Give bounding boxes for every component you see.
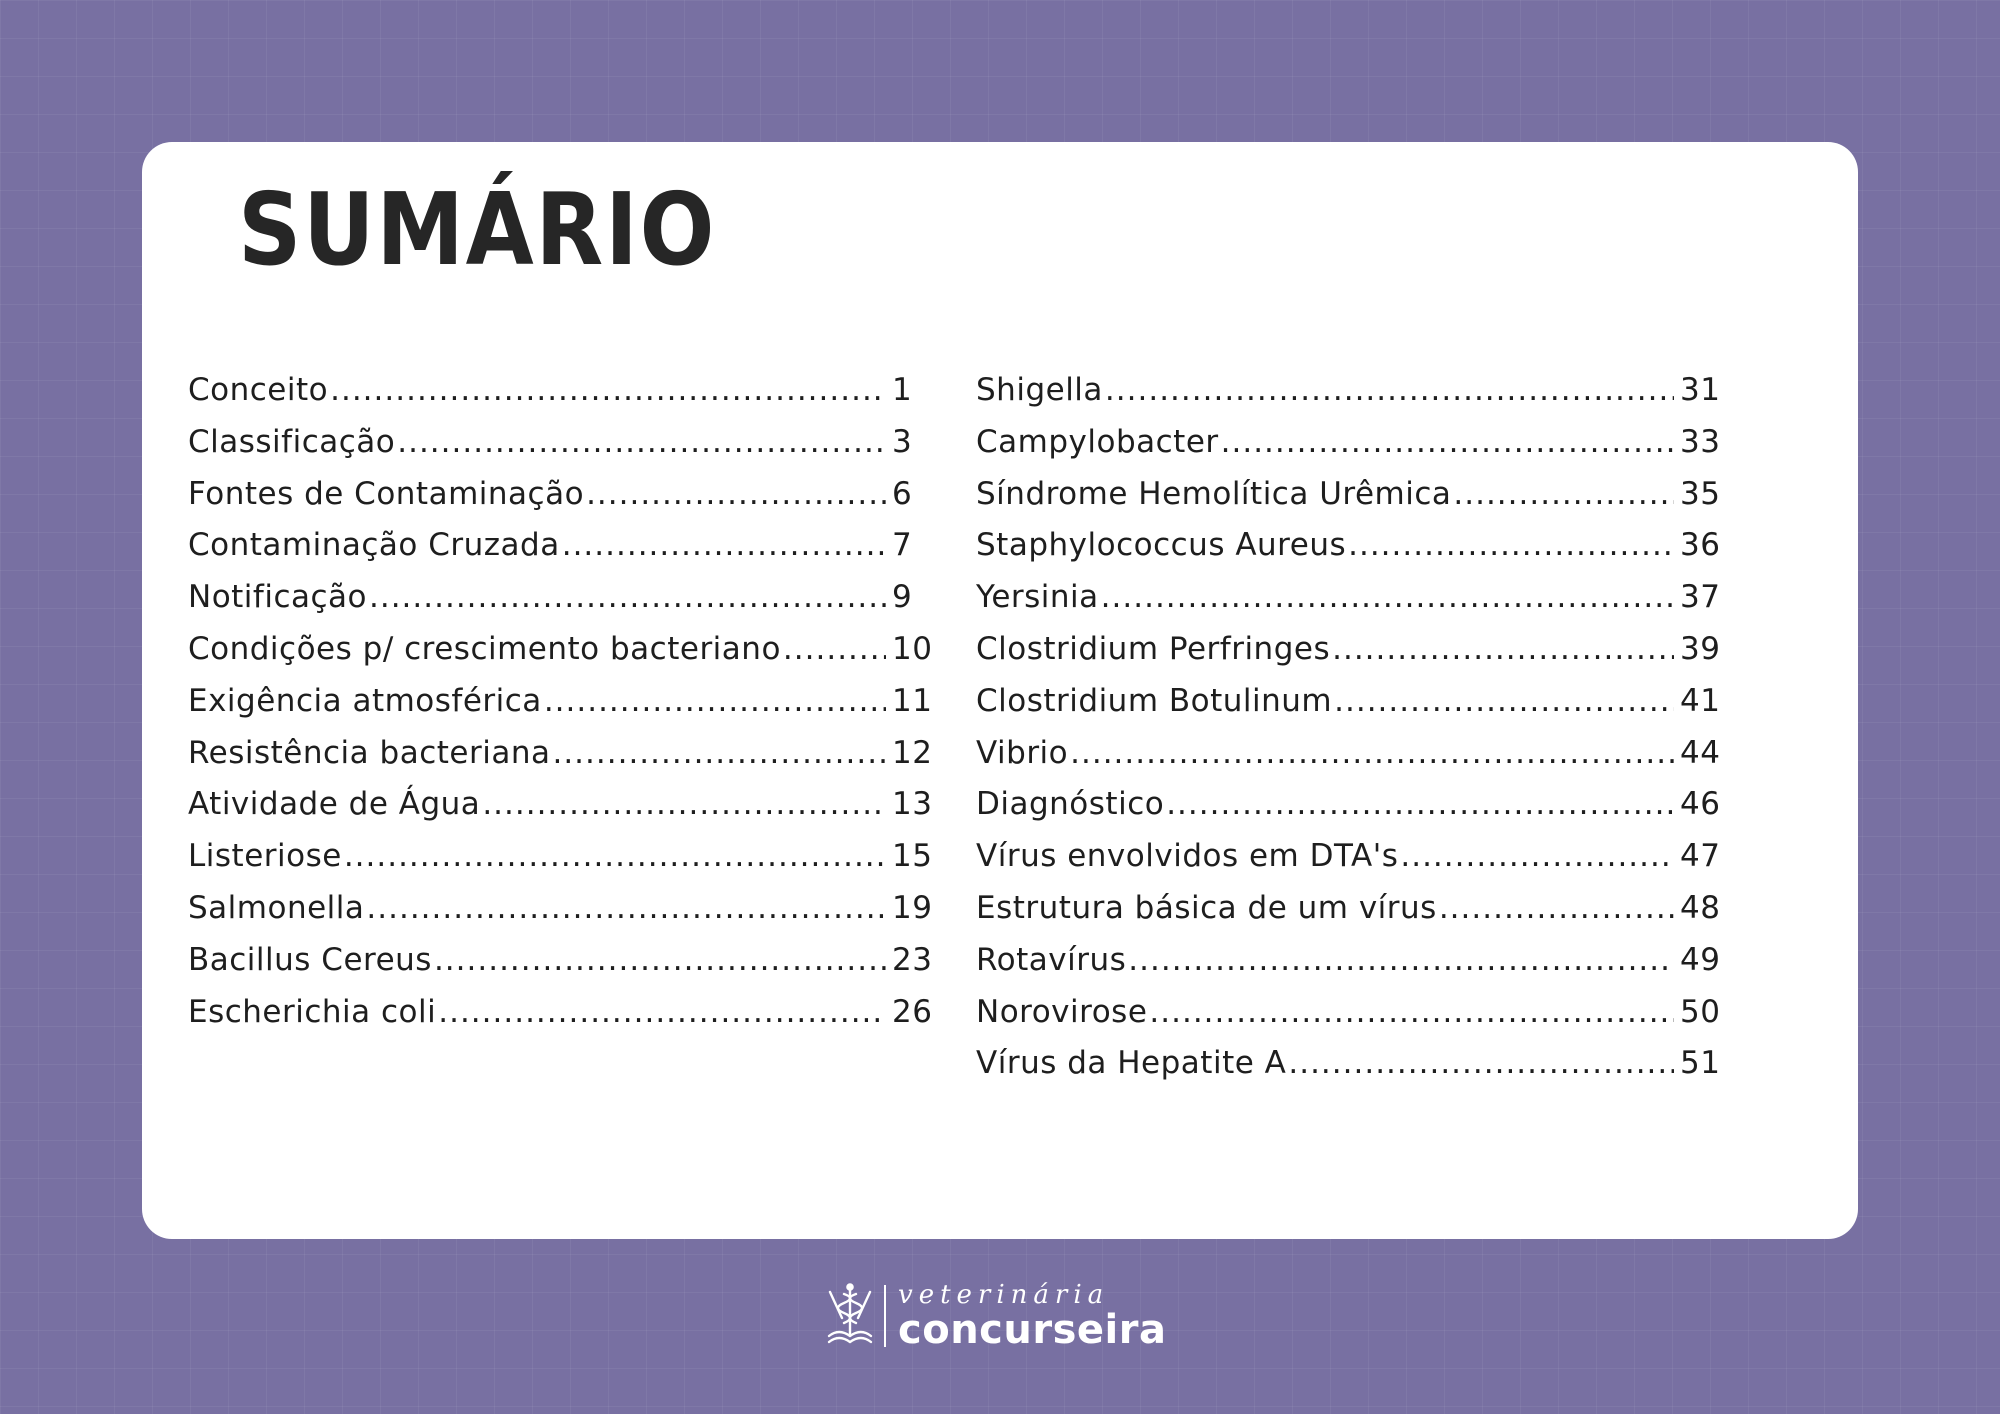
- toc-entry: [976, 476, 1734, 528]
- toc-dot-leader: [434, 942, 886, 978]
- toc-entry-label: Classificação: [188, 423, 396, 460]
- summary-card: [142, 142, 1858, 1239]
- toc-entry-label: Conceito: [188, 372, 329, 408]
- toc-entry: [976, 683, 1734, 735]
- toc-entry-page: 46: [1680, 786, 1721, 823]
- toc-entry-label: Notificação: [188, 579, 367, 616]
- toc-entry: [188, 786, 946, 838]
- toc-entry-label: Rotavírus: [976, 941, 1127, 978]
- toc-entry-label: Vibrio: [976, 734, 1069, 771]
- toc-entry-label: Resistência bacteriana: [188, 734, 551, 771]
- toc-entry-page: 48: [1680, 889, 1721, 926]
- toc-entry-page: 51: [1680, 1045, 1721, 1082]
- toc-entry: [976, 735, 1734, 787]
- toc-entry-page: 13: [892, 786, 933, 823]
- toc-entry: [188, 890, 946, 942]
- toc-entry-page: 49: [1680, 941, 1721, 978]
- toc-dot-leader: [1348, 527, 1674, 563]
- toc-entry: [188, 372, 946, 424]
- toc-dot-leader: [330, 372, 886, 408]
- toc-entry-label: Vírus da Hepatite A: [976, 1045, 1287, 1082]
- toc-dot-leader: [1070, 735, 1674, 771]
- toc-entry-label: Campylobacter: [976, 423, 1219, 460]
- page-title: SUMÁRIO: [238, 171, 717, 288]
- toc-entry: [976, 786, 1734, 838]
- toc-entry-label: Staphylococcus Aureus: [976, 527, 1347, 564]
- toc-entry-page: 3: [892, 423, 913, 460]
- toc-entry: [976, 942, 1734, 994]
- toc-entry-page: 15: [892, 838, 933, 875]
- toc-entry-label: Atividade de Água: [188, 786, 481, 823]
- toc-entry: [976, 838, 1734, 890]
- logo-name: concurseira: [898, 1307, 1167, 1353]
- toc-entry: [976, 372, 1734, 424]
- toc-dot-leader: [1101, 579, 1674, 615]
- toc-entry-page: 39: [1680, 630, 1721, 667]
- toc-entry: [976, 994, 1734, 1046]
- toc-column-left: [188, 372, 946, 1045]
- toc-column-right: [976, 372, 1734, 1097]
- toc-entry: [188, 994, 946, 1046]
- brand-logo: [826, 1280, 1166, 1352]
- toc-entry-label: Condições p/ crescimento bacteriano: [188, 630, 781, 667]
- toc-entry: [188, 476, 946, 528]
- toc-entry: [188, 527, 946, 579]
- toc-entry-page: 37: [1680, 579, 1721, 616]
- toc-dot-leader: [397, 424, 886, 460]
- toc-entry-page: 31: [1680, 372, 1721, 408]
- toc-entry-page: 7: [892, 527, 913, 564]
- toc-entry: [976, 424, 1734, 476]
- toc-entry: [976, 890, 1734, 942]
- toc-entry-label: Contaminação Cruzada: [188, 527, 560, 564]
- toc-entry: [188, 631, 946, 683]
- toc-entry-label: Listeriose: [188, 838, 342, 875]
- toc-entry-page: 10: [892, 630, 933, 667]
- toc-entry-label: Diagnóstico: [976, 786, 1165, 823]
- toc-dot-leader: [1221, 424, 1674, 460]
- toc-dot-leader: [1105, 372, 1674, 408]
- toc-entry-page: 35: [1680, 475, 1721, 512]
- toc-entry: [188, 838, 946, 890]
- toc-entry-label: Síndrome Hemolítica Urêmica: [976, 475, 1452, 512]
- toc-entry: [188, 942, 946, 994]
- toc-entry-label: Exigência atmosférica: [188, 682, 542, 719]
- toc-entry-page: 9: [892, 579, 913, 616]
- logo-divider: [884, 1285, 886, 1347]
- toc-dot-leader: [1453, 476, 1674, 512]
- toc-entry-label: Escherichia coli: [188, 993, 437, 1030]
- toc-entry-label: Shigella: [976, 372, 1103, 408]
- toc-dot-leader: [1166, 786, 1674, 822]
- toc-entry-page: 33: [1680, 423, 1721, 460]
- toc-entry-page: 50: [1680, 993, 1721, 1030]
- toc-entry-label: Vírus envolvidos em DTA's: [976, 838, 1399, 875]
- toc-entry-page: 47: [1680, 838, 1721, 875]
- toc-entry-page: 6: [892, 475, 913, 512]
- toc-dot-leader: [1128, 942, 1674, 978]
- toc-dot-leader: [552, 735, 886, 771]
- toc-entry-page: 36: [1680, 527, 1721, 564]
- toc-entry-page: 11: [892, 682, 933, 719]
- toc-dot-leader: [1332, 631, 1674, 667]
- toc-entry-page: 41: [1680, 682, 1721, 719]
- logo-wordmark: [898, 1280, 1167, 1353]
- toc-entry-label: Clostridium Perfringes: [976, 630, 1331, 667]
- toc-dot-leader: [366, 890, 886, 926]
- toc-entry-page: 23: [892, 941, 933, 978]
- toc-entry: [976, 527, 1734, 579]
- toc-dot-leader: [344, 838, 886, 874]
- toc-entry-page: 19: [892, 889, 933, 926]
- toc-dot-leader: [1149, 994, 1674, 1030]
- toc-entry: [188, 735, 946, 787]
- toc-entry-page: 1: [892, 372, 913, 408]
- caduceus-book-icon: [826, 1282, 874, 1350]
- toc-entry-label: Estrutura básica de um vírus: [976, 889, 1437, 926]
- toc-entry-label: Clostridium Botulinum: [976, 682, 1333, 719]
- toc-dot-leader: [586, 476, 886, 512]
- toc-entry: [188, 683, 946, 735]
- toc-dot-leader: [562, 527, 886, 563]
- toc-entry-page: 12: [892, 734, 933, 771]
- toc-entry: [976, 1045, 1734, 1097]
- toc-dot-leader: [1400, 838, 1674, 874]
- toc-entry: [976, 631, 1734, 683]
- toc-entry-label: Norovirose: [976, 993, 1148, 1030]
- toc-entry: [188, 579, 946, 631]
- toc-dot-leader: [438, 994, 886, 1030]
- toc-entry-label: Salmonella: [188, 889, 365, 926]
- toc-dot-leader: [783, 631, 886, 667]
- toc-entry-page: 26: [892, 993, 933, 1030]
- toc-entry-label: Yersinia: [976, 579, 1099, 616]
- toc-entry-label: Bacillus Cereus: [188, 941, 432, 978]
- toc-entry-page: 44: [1680, 734, 1721, 771]
- logo-tagline: veterinária: [898, 1280, 1110, 1310]
- toc-dot-leader: [482, 786, 886, 822]
- toc-entry: [976, 579, 1734, 631]
- toc-dot-leader: [1334, 683, 1674, 719]
- toc-entry-label: Fontes de Contaminação: [188, 475, 585, 512]
- toc-dot-leader: [544, 683, 886, 719]
- toc-dot-leader: [1439, 890, 1674, 926]
- toc-dot-leader: [369, 579, 886, 615]
- toc-dot-leader: [1288, 1045, 1674, 1081]
- toc-entry: [188, 424, 946, 476]
